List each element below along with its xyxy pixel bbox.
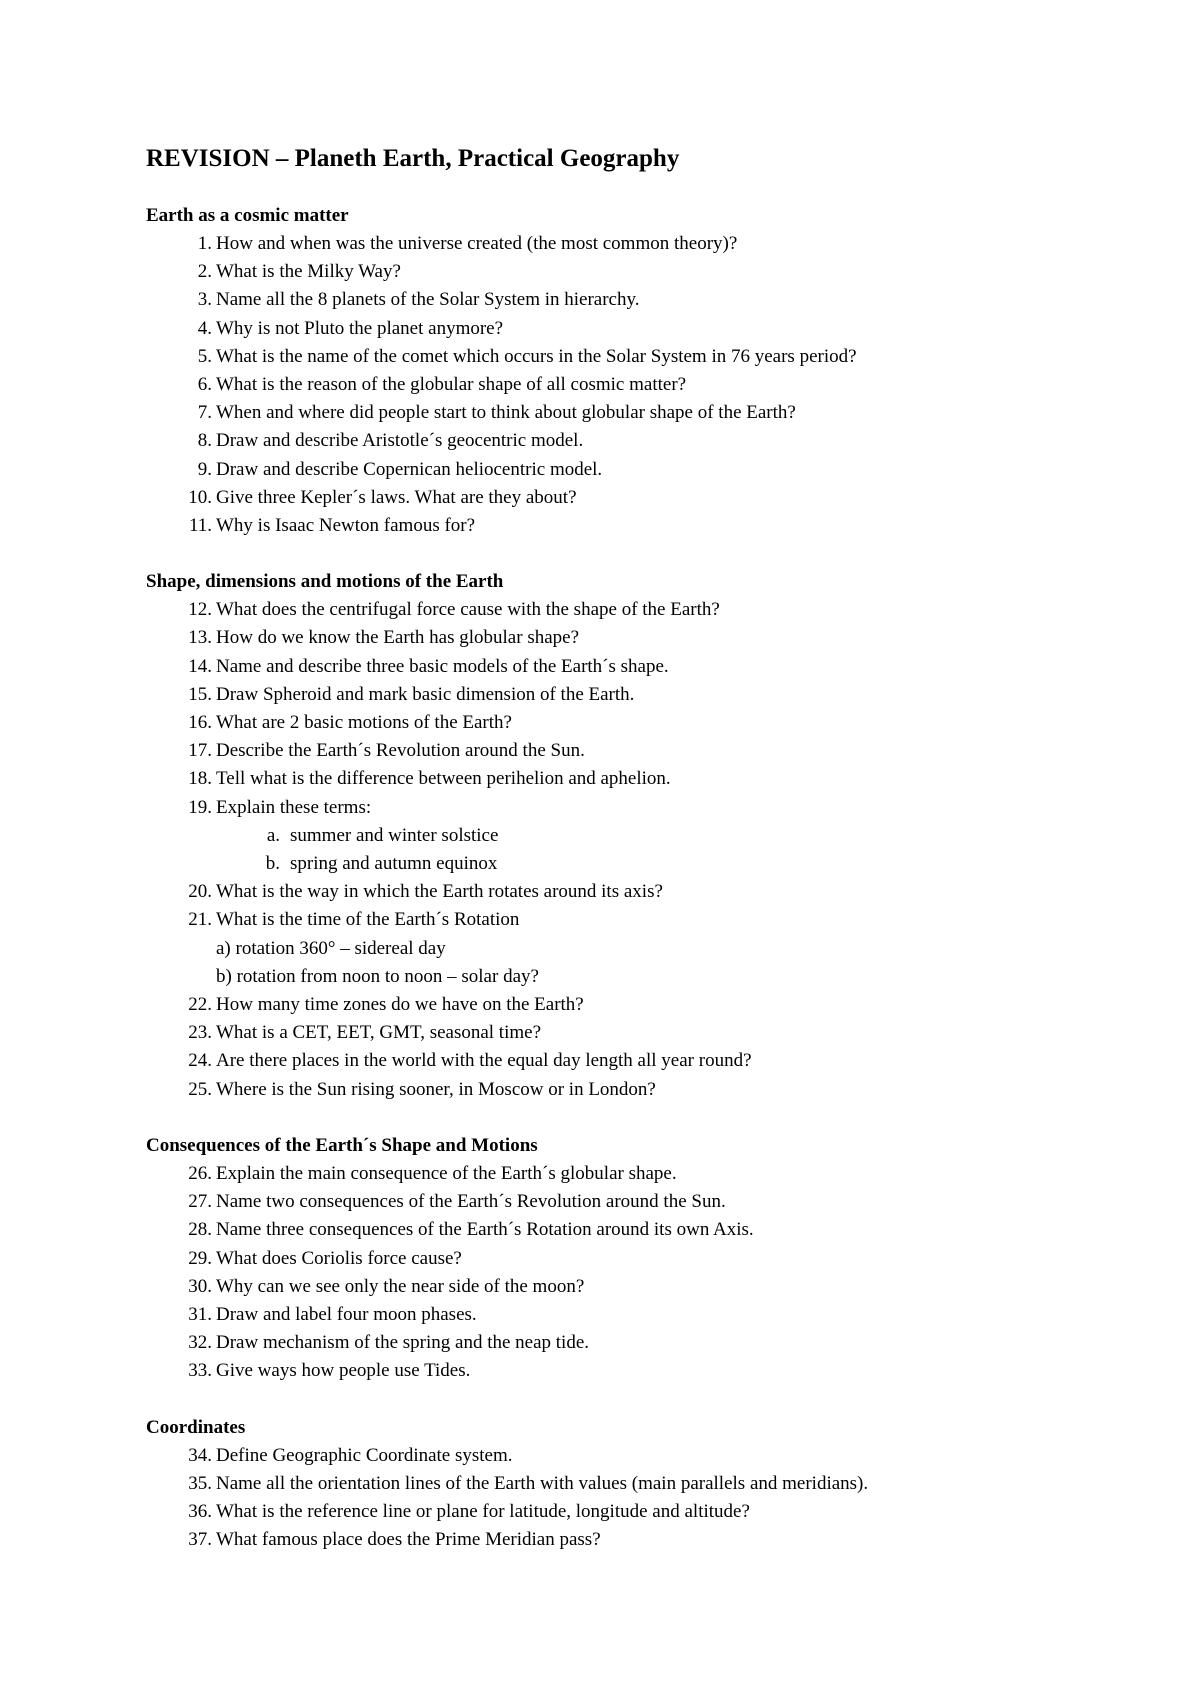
question-text: Where is the Sun rising sooner, in Moscow or in London? (216, 1078, 656, 1100)
section-shape-dimensions-motions (146, 568, 1146, 1104)
question-text: What does the centrifugal force cause with the shape of the Earth? (216, 599, 720, 621)
question-item (146, 1160, 1146, 1188)
question-number: 22. (188, 994, 212, 1016)
question-note: b) rotation from noon to noon – solar day? (216, 965, 539, 987)
question-text: Draw and describe Aristotle´s geocentric model. (216, 430, 584, 452)
question-number: 10. (188, 486, 212, 508)
question-item (146, 484, 1146, 512)
question-text: When and where did people start to think about globular shape of the Earth? (216, 402, 796, 424)
question-number: 3. (197, 289, 212, 311)
question-number: 15. (188, 683, 212, 705)
question-number: 12. (188, 599, 212, 621)
question-text: Name two consequences of the Earth´s Revolution around the Sun. (216, 1191, 726, 1213)
question-text: Explain the main consequence of the Earth´s globular shape. (216, 1162, 677, 1184)
question-number: 27. (188, 1191, 212, 1213)
question-number: 14. (188, 655, 212, 677)
question-number: 32. (188, 1332, 212, 1354)
question-number: 36. (188, 1500, 212, 1522)
question-text: What are 2 basic motions of the Earth? (216, 712, 512, 734)
question-text: What is the reference line or plane for latitude, longitude and altitude? (216, 1500, 750, 1522)
section-heading: Shape, dimensions and motions of the Earth (146, 571, 504, 593)
question-item (146, 1498, 1146, 1526)
question-text: What is the name of the comet which occurs in the Solar System in 76 years period? (216, 345, 857, 367)
question-item (146, 1442, 1146, 1470)
question-number: 34. (188, 1444, 212, 1466)
question-item (146, 906, 1146, 934)
question-item (146, 230, 1146, 258)
question-item (146, 1245, 1146, 1273)
question-item (146, 878, 1146, 906)
question-item (146, 427, 1146, 455)
question-number: 4. (197, 317, 212, 339)
question-text: Name all the orientation lines of the Earth with values (main parallels and meridians). (216, 1472, 869, 1494)
question-number: 5. (197, 345, 212, 367)
question-item (146, 1329, 1146, 1357)
question-item (146, 1470, 1146, 1498)
question-number: 20. (188, 881, 212, 903)
question-item (146, 1526, 1146, 1554)
question-item (146, 343, 1146, 371)
question-text: What famous place does the Prime Meridian pass? (216, 1529, 601, 1551)
question-number: 25. (188, 1078, 212, 1100)
question-text: What is the time of the Earth´s Rotation (216, 909, 520, 931)
question-item (146, 991, 1146, 1019)
question-number: 7. (197, 402, 212, 424)
question-item (146, 286, 1146, 314)
question-item (146, 315, 1146, 343)
question-text: What is the way in which the Earth rotates around its axis? (216, 881, 663, 903)
question-number: 31. (188, 1303, 212, 1325)
section-heading: Earth as a cosmic matter (146, 205, 349, 226)
sub-item-letter: a. (266, 824, 280, 846)
question-text: Name all the 8 planets of the Solar System in hierarchy. (216, 289, 640, 311)
question-text: Explain these terms: (216, 796, 372, 818)
document-page (146, 144, 1146, 1582)
question-number: 21. (188, 909, 212, 931)
question-text: Tell what is the difference between perihelion and aphelion. (216, 768, 671, 790)
question-text: Draw Spheroid and mark basic dimension of the Earth. (216, 683, 635, 705)
question-item (146, 512, 1146, 540)
section-consequences (146, 1132, 1146, 1386)
sub-item-letter: b. (265, 853, 280, 875)
question-item (146, 258, 1146, 286)
question-number: 24. (188, 1050, 212, 1072)
question-item (146, 624, 1146, 652)
question-number: 17. (188, 740, 212, 762)
question-item (146, 737, 1146, 765)
question-text: What is a CET, EET, GMT, seasonal time? (216, 1022, 542, 1044)
question-number: 30. (188, 1275, 212, 1297)
question-text: Describe the Earth´s Revolution around the Sun. (216, 740, 585, 762)
sub-item-text: summer and winter solstice (290, 824, 499, 846)
question-text: How and when was the universe created (the most common theory)? (216, 233, 738, 254)
question-number: 23. (188, 1022, 212, 1044)
question-item (146, 1076, 1146, 1104)
question-number: 35. (188, 1472, 212, 1494)
question-item (146, 1216, 1146, 1244)
question-number: 2. (197, 261, 212, 283)
question-text: Are there places in the world with the equal day length all year round? (216, 1050, 752, 1072)
question-item (146, 794, 1146, 822)
question-text: Why can we see only the near side of the moon? (216, 1275, 585, 1297)
question-text: Name three consequences of the Earth´s Rotation around its own Axis. (216, 1219, 754, 1241)
question-text: Name and describe three basic models of the Earth´s shape. (216, 655, 669, 677)
question-number: 19. (188, 796, 212, 818)
question-item (146, 765, 1146, 793)
question-text: Define Geographic Coordinate system. (216, 1444, 513, 1466)
question-number: 1. (197, 233, 212, 254)
question-text: What is the Milky Way? (216, 261, 401, 283)
question-number: 13. (188, 627, 212, 649)
question-text: Draw mechanism of the spring and the neap tide. (216, 1332, 590, 1354)
question-item (146, 1047, 1146, 1075)
question-number: 18. (188, 768, 212, 790)
question-item (146, 681, 1146, 709)
question-text: Draw and label four moon phases. (216, 1303, 477, 1325)
question-text: Draw and describe Copernican heliocentric model. (216, 458, 603, 480)
question-text: Give ways how people use Tides. (216, 1360, 471, 1382)
sub-item-text: spring and autumn equinox (290, 853, 498, 875)
question-number: 11. (188, 515, 212, 537)
question-text: How many time zones do we have on the Earth? (216, 994, 584, 1016)
question-text: What is the reason of the globular shape of all cosmic matter? (216, 374, 687, 396)
section-coordinates (146, 1414, 1146, 1555)
question-number: 26. (188, 1162, 212, 1184)
question-text: Give three Kepler´s laws. What are they about? (216, 486, 577, 508)
question-text: What does Coriolis force cause? (216, 1247, 462, 1269)
question-number: 33. (188, 1360, 212, 1382)
question-item (146, 1019, 1146, 1047)
question-item (146, 371, 1146, 399)
question-number: 6. (197, 374, 212, 396)
question-item (146, 653, 1146, 681)
question-item (146, 1273, 1146, 1301)
question-number: 29. (188, 1247, 212, 1269)
question-text: Why is not Pluto the planet anymore? (216, 317, 504, 339)
question-text: Why is Isaac Newton famous for? (216, 515, 476, 537)
question-item (146, 1188, 1146, 1216)
question-note: a) rotation 360° – sidereal day (216, 937, 446, 959)
question-number: 16. (188, 712, 212, 734)
section-heading: Coordinates (146, 1416, 246, 1438)
question-number: 28. (188, 1219, 212, 1241)
sub-item (146, 850, 1146, 878)
question-item (146, 399, 1146, 427)
question-text: How do we know the Earth has globular shape? (216, 627, 580, 649)
question-item (146, 1301, 1146, 1329)
question-number: 9. (197, 458, 212, 480)
question-number: 37. (188, 1529, 212, 1551)
question-item (146, 596, 1146, 624)
section-earth-cosmic-matter (146, 202, 1146, 540)
sub-item (146, 822, 1146, 850)
question-number: 8. (197, 430, 212, 452)
question-item (146, 709, 1146, 737)
document-title: REVISION – Planeth Earth, Practical Geography (146, 145, 680, 172)
question-item (146, 456, 1146, 484)
question-item (146, 1357, 1146, 1385)
section-heading: Consequences of the Earth´s Shape and Motions (146, 1134, 538, 1156)
